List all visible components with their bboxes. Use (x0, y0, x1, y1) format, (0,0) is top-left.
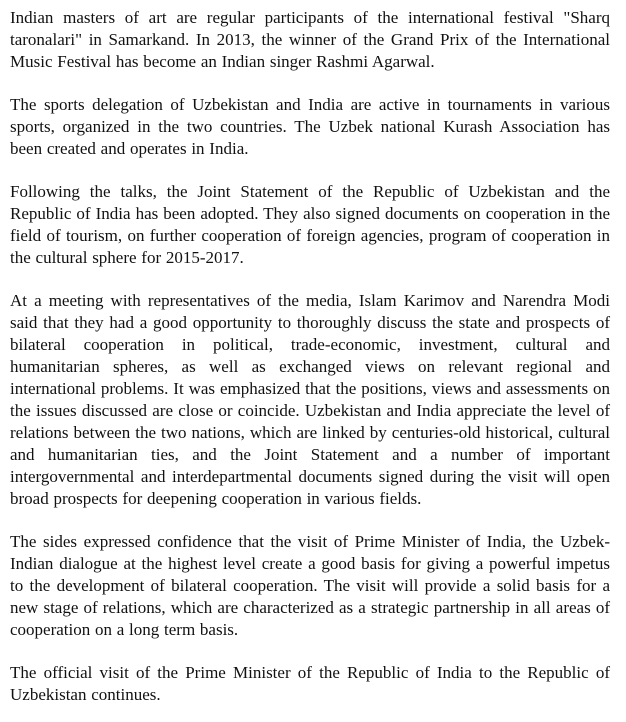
paragraph-media-meeting: At a meeting with representatives of the media, Islam Karimov and Narendra Modi said that they had a good opportunity to thoroughly discuss the state and prospects of bilateral cooperation in political, trade-economic, investment, cultural and humanitarian spheres, as well as exchanged views on relevant regional and international problems. It was emphasized that the positions, views and assessments on the issues discussed are close or coincide. Uzbekistan and India appreciate the level of relations between the two nations, which are linked by centuries-old historical, cultural and humanitarian ties, and the Joint Statement and a number of important intergovernmental and interdepartmental documents signed during the visit will open broad prospects for deepening cooperation in various fields. (10, 291, 610, 508)
paragraph-confidence: The sides expressed confidence that the visit of Prime Minister of India, the Uzbek-Indian dialogue at the highest level create a good basis for giving a powerful impetus to the development of bilateral cooperation. The visit will provide a solid basis for a new stage of relations, which are characterized as a strategic partnership in all areas of cooperation on a long term basis. (10, 532, 610, 639)
paragraph-visit-continues: The official visit of the Prime Minister of the Republic of India to the Republic of Uzbekistan continues. (10, 663, 610, 704)
paragraph-joint-statement: Following the talks, the Joint Statement of the Republic of Uzbekistan and the Republic of India has been adopted. They also signed documents on cooperation in the field of tourism, on further cooperation of foreign agencies, program of cooperation in the cultural sphere for 2015-2017. (10, 182, 610, 267)
paragraph-festival: Indian masters of art are regular participants of the international festival "Sharq taronalari" in Samarkand. In 2013, the winner of the Grand Prix of the International Music Festival has become an Indian singer Rashmi Agarwal. (10, 8, 610, 71)
paragraph-sports: The sports delegation of Uzbekistan and India are active in tournaments in various sports, organized in the two countries. The Uzbek national Kurash Association has been created and operates in India. (10, 95, 610, 158)
